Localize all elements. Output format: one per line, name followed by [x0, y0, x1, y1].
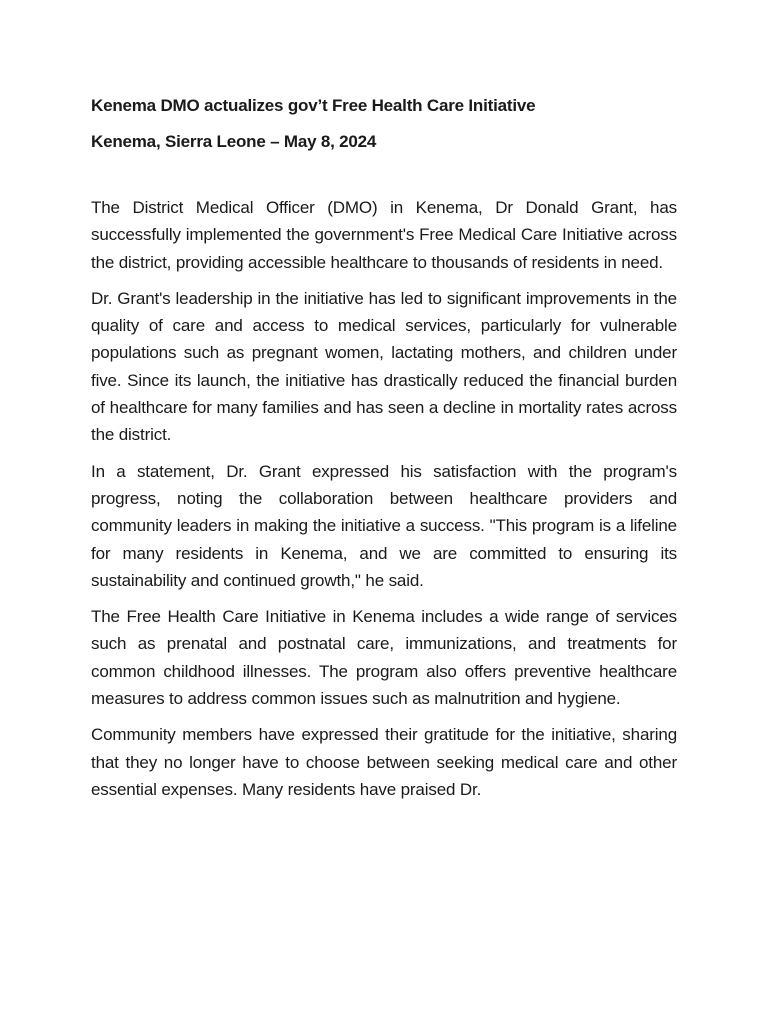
paragraph-3: In a statement, Dr. Grant expressed his satisfaction with the program's progress, noting the collaboration between healthcare providers and community leaders in making the initiative a success. "This program is a lifeline for many residents in Kenema, and we are committed to ensuring its sustainability and continued growth," he said. — [91, 461, 677, 590]
paragraph-4: The Free Health Care Initiative in Kenema includes a wide range of services such as prenatal and postnatal care, immunizations, and treatments for common childhood illnesses. The program also offers preventive healthcare measures to address common issues such as malnutrition and hygiene. — [91, 607, 677, 709]
dateline: Kenema, Sierra Leone – May 8, 2024 — [91, 132, 377, 151]
paragraph-5: Community members have expressed their gratitude for the initiative, sharing that they no longer have to choose between seeking medical care and other essential expenses. Many residents have praised Dr. — [91, 725, 677, 799]
document-page — [91, 94, 677, 812]
headline: Kenema DMO actualizes gov’t Free Health Care Initiative — [91, 96, 536, 115]
paragraph-2: Dr. Grant's leadership in the initiative has led to significant improvements in the quality of care and access to medical services, particularly for vulnerable populations such as pregnant women, lactating mothers, and children under five. Since its launch, the initiative has drastically reduced the financial burden of healthcare for many families and has seen a decline in mortality rates across the district. — [91, 288, 677, 445]
paragraph-1: The District Medical Officer (DMO) in Kenema, Dr Donald Grant, has successfully implemented the government's Free Medical Care Initiative across the district, providing accessible healthcare to thousands of residents in need. — [91, 198, 677, 272]
